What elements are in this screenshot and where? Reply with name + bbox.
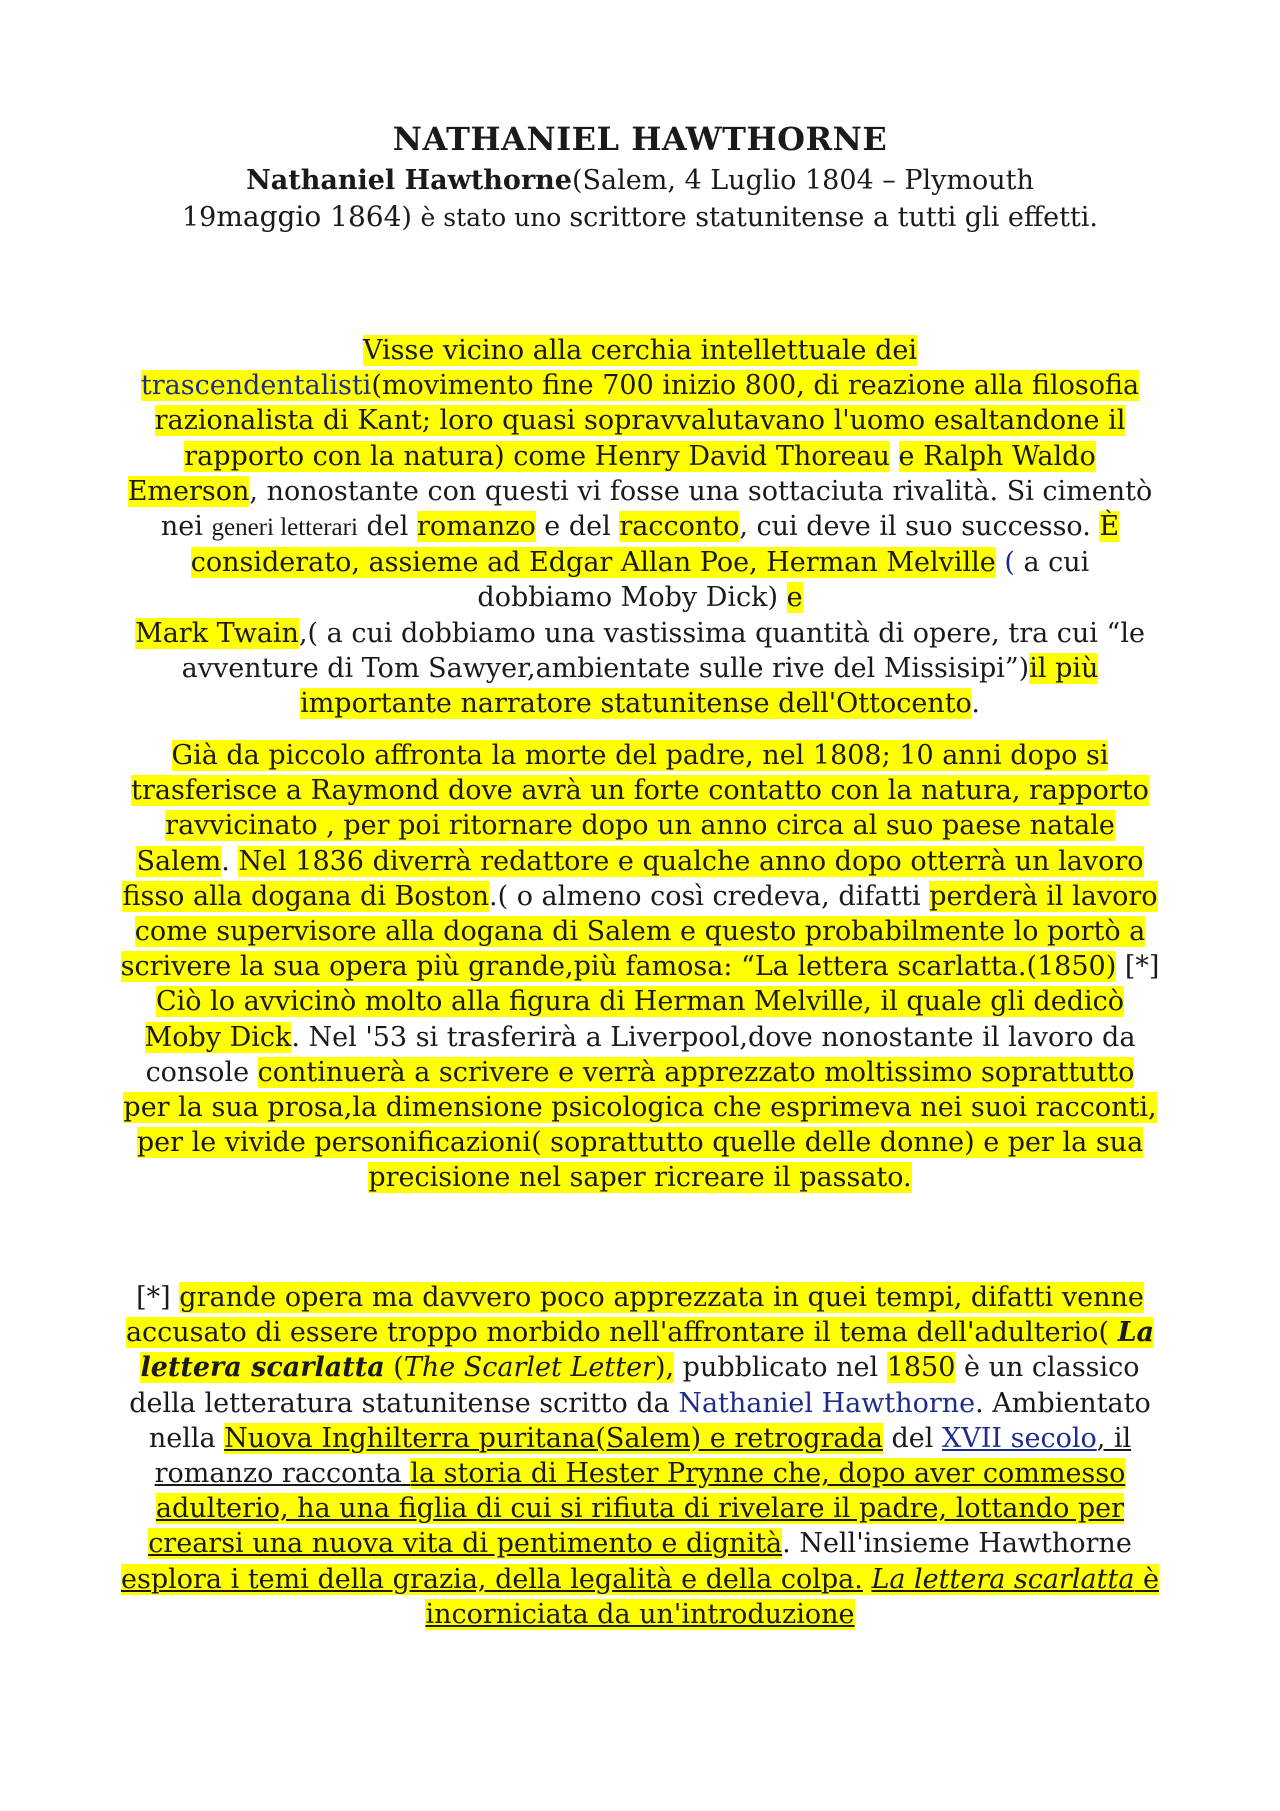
link-1850[interactable]: 1850 [886, 1352, 956, 1384]
link-nuova-inghilterra[interactable]: Nuova Inghilterra puritana(Salem) e retrograda [224, 1422, 883, 1454]
document-title: NATHANIEL HAWTHORNE [392, 120, 888, 158]
link-twain[interactable]: Mark Twain [135, 617, 299, 649]
link-poe[interactable]: Edgar Allan Poe [529, 547, 750, 579]
link-letteratura[interactable]: letteratura statunitense [204, 1387, 531, 1419]
link-hawthorne[interactable]: Nathaniel Hawthorne [678, 1387, 976, 1419]
paragraph-2: Già da piccolo affronta la morte del padre, nel 1808; 10 anni dopo si trasferisce a Raymond dove avrà un forte contatto con la natura, rapporto ravvicinato , per poi ritornare dopo un anno circa al suo paese natale Salem. Nel 1836 diverrà redattore e qualche anno dopo otterrà un lavoro fisso alla dogana di Boston.( o almeno così credeva, difatti perderà il lavoro come supervisore alla dogana di Salem e questo probabilmente lo portò a scrivere la sua opera più grande,più famosa: “La lettera scarlatta.(1850) [*] Ciò lo avvicinò molto alla figura di Herman Melville, il quale gli dedicò Moby Dick. Nel '53 si trasferirà a Liverpool,dove nonostante il lavoro da console continuerà a scrivere e verrà apprezzato moltissimo soprattutto per la sua prosa,la dimensione psicologica che esprimeva nei suoi racconti, per le vivide personificazioni( soprattutto quelle delle donne) e per la sua precisione nel saper ricreare il passato. [120, 740, 1160, 1194]
link-racconto[interactable]: racconto [619, 511, 740, 543]
paragraph-1: Visse vicino alla cerchia intellettuale dei trascendentalisti(movimento fine 700 inizio 800, di reazione alla filosofia razionalista di Kant; loro quasi sopravvalutavano l'uomo esaltandone il rapporto con la natura) come Henry David Thoreau e Ralph Waldo Emerson, nonostante con questi vi fosse una sottaciuta rivalità. Si cimentò nei generi letterari del romanzo e del racconto, cui deve il suo successo. È considerato, assieme ad Edgar Allan Poe, Herman Melville ( a cui dobbiamo Moby Dick) e Mark Twain,( a cui dobbiamo una vastissima quantità di opere, tra cui “le avventure di Tom Sawyer,ambientate sulle rive del Missisipi”)il più importante narratore statunitense dell'Ottocento. [127, 335, 1153, 720]
link-emerson[interactable]: Ralph Waldo Emerson [127, 440, 1096, 507]
link-romanzo[interactable]: romanzo [416, 511, 536, 543]
book-title: La lettera scarlatta [140, 1317, 1155, 1384]
document-subtitle: Nathaniel Hawthorne(Salem, 4 Luglio 1804 – Plymouth 19maggio 1864) è stato uno scrittore statunitense a tutti gli effetti. [181, 165, 1098, 233]
author-name: Nathaniel Hawthorne [246, 165, 572, 196]
link-xvii-secolo[interactable]: XVII secolo [941, 1422, 1097, 1454]
link-trascendentalisti[interactable]: trascendentalisti [140, 370, 372, 402]
paragraph-3: [*] grande opera ma davvero poco apprezzata in quei tempi, difatti venne accusato di essere troppo morbido nell'affrontare il tema dell'adulterio( La lettera scarlatta (The Scarlet Letter), pubblicato nel 1850 è un classico della letteratura statunitense scritto da Nathaniel Hawthorne. Ambientato nella Nuova Inghilterra puritana(Salem) e retrograda del XVII secolo, il romanzo racconta la storia di Hester Prynne che, dopo aver commesso adulterio, ha una figlia di cui si rifiuta di rivelare il padre, lottando per crearsi una nuova vita di pentimento e dignità. Nell'insieme Hawthorne esplora i temi della grazia, della legalità e della colpa. La lettera scarlatta è incorniciata da un'introduzione [121, 1282, 1159, 1630]
link-thoreau[interactable]: Henry David Thoreau [594, 440, 890, 472]
link-melville[interactable]: Herman Melville [766, 547, 996, 579]
